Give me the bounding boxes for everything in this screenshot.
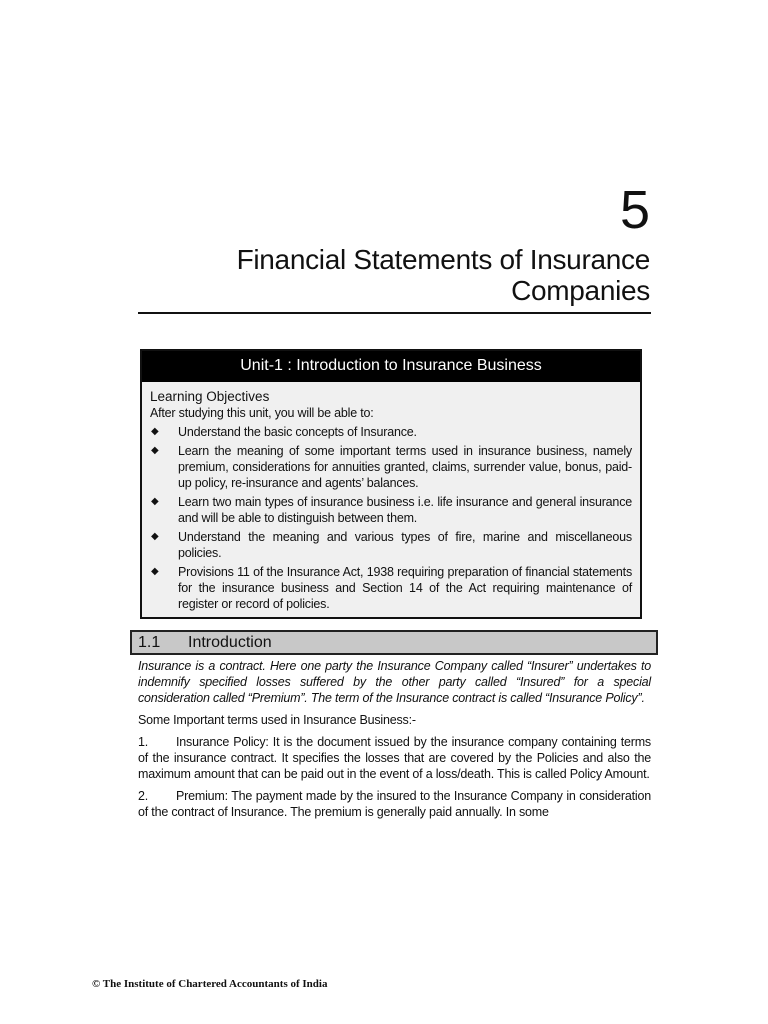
footer-copyright: © The Institute of Chartered Accountants of India xyxy=(92,978,328,990)
chapter-title xyxy=(90,244,650,306)
diamond-bullet-icon: ◆ xyxy=(151,566,159,577)
chapter-title-line2: Companies xyxy=(511,275,650,306)
objective-item: ◆ Understand the basic concepts of Insurance. xyxy=(151,425,417,439)
section-title: Introduction xyxy=(188,634,272,651)
learning-objectives-box xyxy=(140,349,642,619)
chapter-title-line1: Financial Statements of Insurance xyxy=(236,244,650,275)
diamond-bullet-icon: ◆ xyxy=(151,496,159,507)
objective-item: ◆ Provisions 11 of the Insurance Act, 1938 requiring preparation of financial statements for the insurance business and Section 14 of the Act requiring maintenance of register or record of policies. xyxy=(151,565,632,611)
learning-objectives-heading: Learning Objectives xyxy=(150,389,270,404)
intro-paragraph: Insurance is a contract. Here one party the Insurance Company called “Insurer” undertakes to indemnify specified losses suffered by the other party called “Insured” for a special consideration called “Premium”. The term of the Insurance contract is called “Insurance Policy”. xyxy=(138,659,651,705)
diamond-bullet-icon: ◆ xyxy=(151,426,159,437)
terms-heading: Some Important terms used in Insurance Business:- xyxy=(138,713,416,727)
body-text xyxy=(138,658,651,826)
unit-header: Unit-1 : Introduction to Insurance Business xyxy=(142,351,640,382)
objectives-intro: After studying this unit, you will be able to: xyxy=(150,406,374,420)
chapter-number: 5 xyxy=(619,180,650,240)
title-rule xyxy=(138,312,651,314)
term-item: 1. Insurance Policy: It is the document issued by the insurance company containing terms of the insurance contract. It specifies the losses that are covered by the Policies and also the maximum amount that can be paid out in the event of a loss/death. This is called Policy Amount. xyxy=(138,735,651,781)
section-number: 1.1 xyxy=(138,634,161,651)
objective-item: ◆ Learn two main types of insurance business i.e. life insurance and general insurance and will be able to distinguish between them. xyxy=(151,495,632,525)
objective-item: ◆ Learn the meaning of some important terms used in insurance business, namely premium, considerations for annuities granted, claims, surrender value, bonus, paid-up policy, re-insurance and agents’ balances. xyxy=(151,444,632,490)
term-item: 2. Premium: The payment made by the insured to the Insurance Company in consideration of the contract of Insurance. The premium is generally paid annually. In some xyxy=(138,789,651,819)
diamond-bullet-icon: ◆ xyxy=(151,531,159,542)
objective-item: ◆ Understand the meaning and various types of fire, marine and miscellaneous policies. xyxy=(151,530,632,560)
diamond-bullet-icon: ◆ xyxy=(151,445,159,456)
section-heading xyxy=(130,630,658,655)
